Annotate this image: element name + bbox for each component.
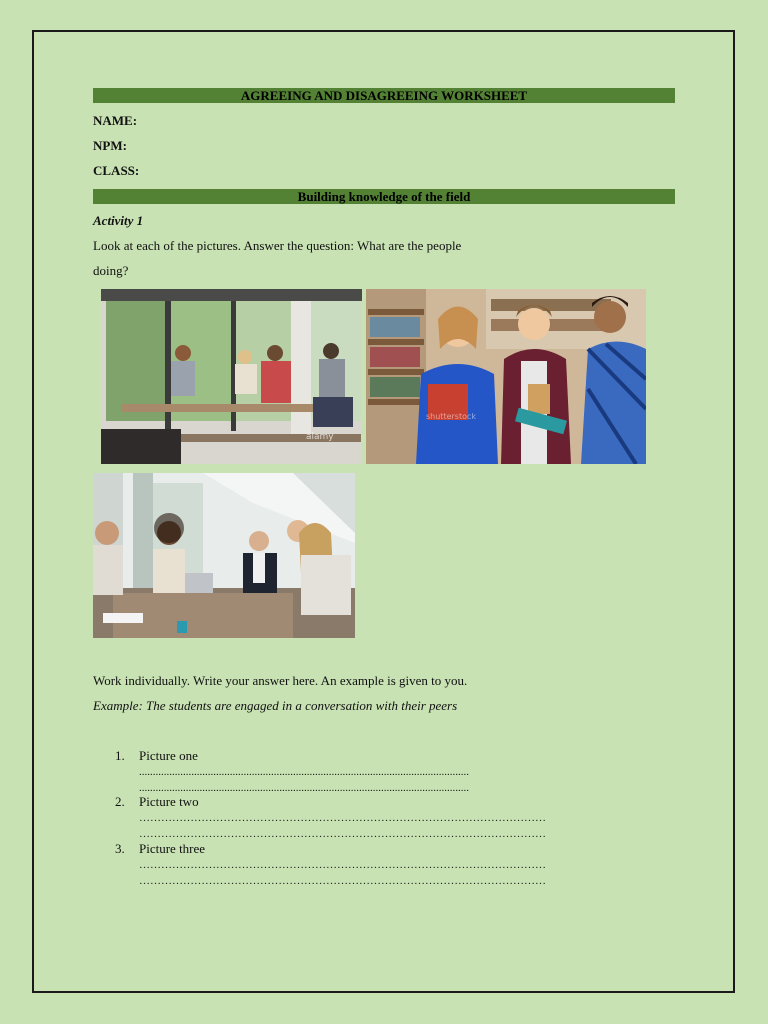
class-field-label: CLASS: <box>93 163 140 178</box>
picture-one-watermark: alamy <box>306 432 334 442</box>
section-heading: Building knowledge of the field <box>93 189 675 204</box>
answer-3-line-1[interactable]: ………………………………………………………………………………………………… <box>139 859 546 871</box>
npm-field-label: NPM: <box>93 138 127 153</box>
activity-instruction-line2: doing? <box>93 263 129 278</box>
answer-3-line-2[interactable]: ………………………………………………………………………………………………… <box>139 875 546 887</box>
answer-1-line-2[interactable]: ........................................................................................................................ <box>139 782 469 794</box>
answer-2-line-1[interactable]: ………………………………………………………………………………………………… <box>139 812 546 824</box>
picture-two-watermark: shutterstock <box>426 412 477 421</box>
picture-three-image <box>93 473 355 638</box>
work-instruction: Work individually. Write your answer here. An example is given to you. <box>93 673 468 688</box>
name-field-label: NAME: <box>93 113 138 128</box>
worksheet-title: AGREEING AND DISAGREEING WORKSHEET <box>93 88 675 103</box>
example-sentence: Example: The students are engaged in a conversation with their peers <box>93 698 458 713</box>
answer-2-number: 2. <box>115 794 125 809</box>
answer-2-line-2[interactable]: ………………………………………………………………………………………………… <box>139 828 546 840</box>
answer-3-label: Picture three <box>139 841 206 856</box>
answer-1-number: 1. <box>115 748 125 763</box>
activity-instruction-line1: Look at each of the pictures. Answer the question: What are the people <box>93 238 462 253</box>
picture-two-image <box>366 289 646 464</box>
answer-3-number: 3. <box>115 841 125 856</box>
answer-1-line-1[interactable]: ........................................................................................................................ <box>139 766 469 778</box>
activity-label: Activity 1 <box>93 213 144 228</box>
answer-1-label: Picture one <box>139 748 198 763</box>
picture-one-image <box>101 289 362 464</box>
answer-2-label: Picture two <box>139 794 199 809</box>
